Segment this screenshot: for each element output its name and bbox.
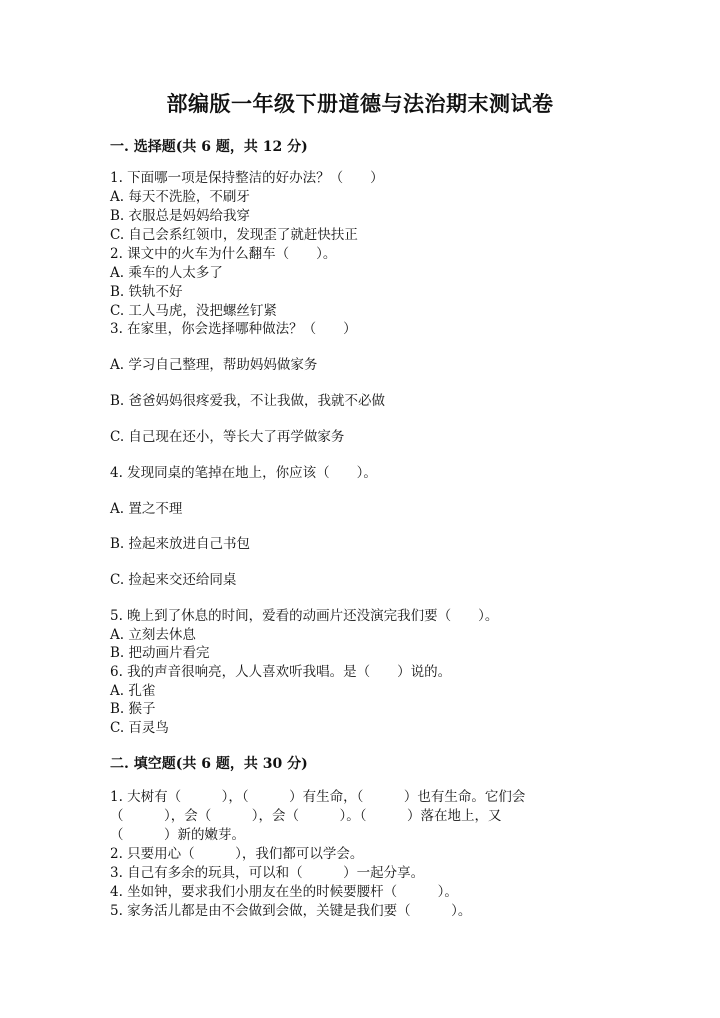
question-line: 4. 发现同桌的笔掉在地上，你应该（ ）。 bbox=[110, 465, 377, 481]
question-line: 3. 自己有多余的玩具，可以和（ ）一起分享。 bbox=[110, 865, 425, 881]
question-line: 6. 我的声音很响亮，人人喜欢听我唱。是（ ）说的。 bbox=[110, 664, 452, 680]
page-title: 部编版一年级下册道德与法治期末测试卷 bbox=[166, 91, 554, 116]
option-line: C. 工人马虎，没把螺丝钉紧 bbox=[110, 303, 277, 319]
option-line: A. 每天不洗脸，不刷牙 bbox=[110, 189, 250, 205]
question-line: （ ），会（ ），会（ ）。（ ）落在地上，又 bbox=[110, 808, 502, 824]
option-line: C. 自己现在还小，等长大了再学做家务 bbox=[110, 429, 345, 445]
option-line: B. 铁轨不好 bbox=[110, 284, 183, 300]
option-line: B. 把动画片看完 bbox=[110, 645, 210, 661]
section-heading-fill-blank: 二. 填空题(共 6 题，共 30 分) bbox=[110, 756, 308, 772]
question-line: 3. 在家里，你会选择哪种做法？（ ） bbox=[110, 321, 357, 337]
option-line: B. 捡起来放进自己书包 bbox=[110, 536, 251, 552]
option-line: C. 捡起来交还给同桌 bbox=[110, 572, 237, 588]
option-line: B. 衣服总是妈妈给我穿 bbox=[110, 208, 251, 224]
question-line: 4. 坐如钟，要求我们小朋友在坐的时候要腰杆（ ）。 bbox=[110, 884, 458, 900]
option-line: A. 学习自己整理，帮助妈妈做家务 bbox=[110, 357, 318, 373]
question-line: 5. 家务活儿都是由不会做到会做，关键是我们要（ ）。 bbox=[110, 903, 472, 919]
question-line: 1. 大树有（ ），（ ）有生命，（ ）也有生命。它们会 bbox=[110, 789, 526, 805]
question-line: 5. 晚上到了休息的时间，爱看的动画片还没演完我们要（ ）。 bbox=[110, 608, 499, 624]
option-line: A. 乘车的人太多了 bbox=[110, 265, 223, 281]
question-line: 2. 只要用心（ ），我们都可以学会。 bbox=[110, 846, 364, 862]
question-line: （ ）新的嫩芽。 bbox=[110, 827, 245, 843]
option-line: C. 自己会系红领巾，发现歪了就赶快扶正 bbox=[110, 227, 358, 243]
option-line: B. 爸爸妈妈很疼爱我，不让我做，我就不必做 bbox=[110, 393, 386, 409]
option-line: A. 置之不理 bbox=[110, 501, 183, 517]
option-line: A. 孔雀 bbox=[110, 683, 156, 699]
question-line: 2. 课文中的火车为什么翻车（ ）。 bbox=[110, 246, 337, 262]
section-heading-choice: 一. 选择题(共 6 题，共 12 分) bbox=[110, 139, 308, 155]
question-line: 1. 下面哪一项是保持整洁的好办法？（ ） bbox=[110, 170, 384, 186]
option-line: B. 猴子 bbox=[110, 701, 156, 717]
option-line: C. 百灵鸟 bbox=[110, 720, 169, 736]
option-line: A. 立刻去休息 bbox=[110, 627, 196, 643]
